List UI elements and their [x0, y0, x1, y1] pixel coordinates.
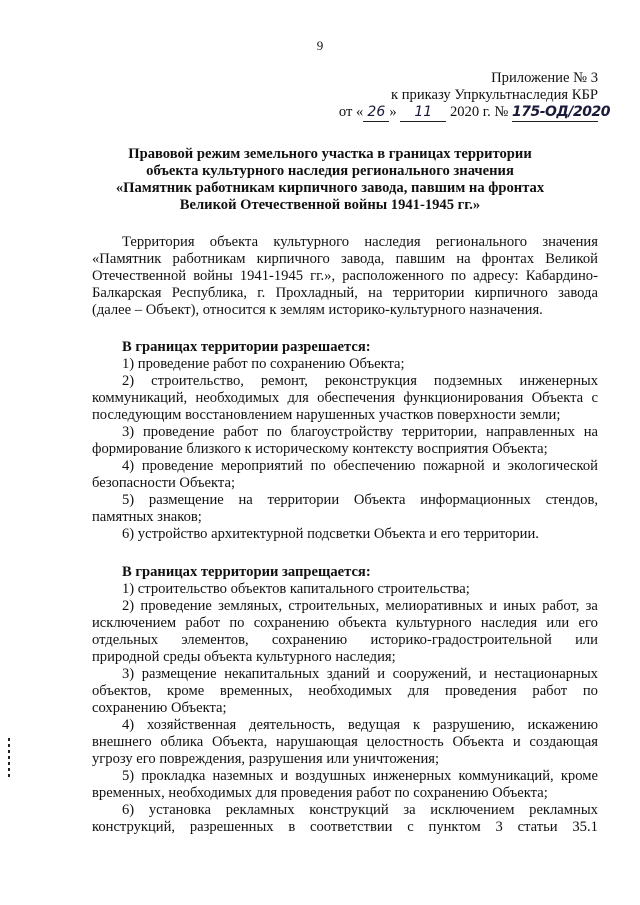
allowed-section — [92, 339, 598, 543]
word: пунктом — [428, 819, 481, 835]
text-line — [92, 285, 598, 302]
word: 1941-1945 — [239, 268, 304, 284]
word: реконструкция — [324, 373, 417, 389]
word: Объекта — [531, 390, 584, 406]
word: исключением — [92, 615, 177, 631]
word: 2) — [122, 373, 135, 389]
word: с — [407, 819, 414, 835]
text-line — [92, 234, 598, 251]
page-number: 9 — [316, 38, 324, 53]
list-item — [92, 458, 598, 475]
word: Объекта — [452, 734, 505, 750]
word: сооружений, — [392, 666, 472, 682]
word: направленных — [486, 424, 575, 440]
word: 3 — [495, 819, 503, 835]
word: размещение — [148, 492, 224, 508]
word: по — [229, 615, 245, 631]
word: соответствии — [310, 819, 393, 835]
word: территории, — [401, 424, 478, 440]
word: создающая — [529, 734, 598, 750]
word: необходимых — [308, 683, 393, 699]
word: территории — [267, 492, 340, 508]
handwritten-order-number: 175-ОД/2020 — [512, 104, 610, 120]
word: мелиоративных — [385, 598, 483, 614]
word: коммуникаций, — [92, 390, 188, 406]
text-line: природной среды объекта культурного наследия; — [92, 649, 396, 665]
allowed-heading: В границах территории разрешается: — [122, 339, 371, 355]
word: по — [266, 424, 282, 440]
text-line: угрозу его повреждения, разрушения или уничтожения; — [92, 751, 440, 767]
word: нарушающая — [276, 734, 358, 750]
appendix-header — [338, 70, 610, 122]
list-item — [92, 717, 598, 734]
word: по — [450, 268, 467, 284]
text-line — [92, 390, 598, 407]
word: за — [585, 598, 598, 614]
word: на — [456, 251, 471, 267]
word: Отечественной — [92, 268, 187, 284]
word: или — [575, 632, 598, 648]
word: и — [512, 734, 521, 750]
word: Объекта — [353, 492, 406, 508]
text-line — [92, 268, 598, 285]
word: гг.», — [310, 268, 336, 284]
word: войны — [193, 268, 233, 284]
word: инженерных — [519, 373, 598, 389]
word: работ — [223, 424, 258, 440]
word: Кабардино- — [525, 268, 598, 284]
word: обеспечения — [317, 390, 396, 406]
text-line — [92, 632, 598, 649]
intro-paragraph — [92, 234, 598, 319]
word: инженерных — [372, 768, 452, 784]
word: Балкарская — [92, 285, 162, 301]
document-title — [60, 146, 600, 214]
scan-margin-mark — [8, 738, 10, 778]
word: конструкций — [309, 802, 389, 818]
word: и — [280, 768, 289, 784]
year-text: 2020 г. № — [449, 104, 509, 120]
word: завода, — [341, 251, 385, 267]
word: «Памятник — [92, 251, 162, 267]
word: расположенного — [342, 268, 444, 284]
text-line — [92, 819, 598, 836]
word: разрешенных — [189, 819, 274, 835]
text-line: формирование близкого к историческому контексту восприятия Объекта; — [92, 441, 548, 457]
text-line — [92, 251, 598, 268]
word: разрушению, — [432, 717, 515, 733]
word: наследия — [480, 615, 538, 631]
word: воздушных — [295, 768, 366, 784]
word: завода — [558, 285, 598, 301]
word: культурного — [273, 234, 350, 250]
word: значения — [542, 234, 598, 250]
word: строительных, — [288, 598, 380, 614]
word: элементов, — [181, 632, 249, 648]
list-item — [92, 802, 598, 819]
word: и — [478, 666, 487, 682]
word: кроме — [560, 768, 598, 784]
date-prefix: от « — [338, 104, 364, 120]
word: проведение — [141, 458, 214, 474]
word: кирпичного — [256, 251, 330, 267]
list-item — [92, 424, 598, 441]
text-line: временных, необходимых для проведения работ по сохранению Объекта; — [92, 785, 548, 801]
word: земляных, — [218, 598, 283, 614]
text-line — [92, 615, 598, 632]
word: 2) — [122, 598, 135, 614]
word: Территория — [122, 234, 195, 250]
word: коммуникаций, — [458, 768, 554, 784]
word: павшим — [395, 251, 446, 267]
appendix-order-ref: к приказу Упркультнаследия КБР — [390, 87, 598, 103]
word: зданий — [326, 666, 370, 682]
word: рекламных — [529, 802, 598, 818]
word: мероприятий — [220, 458, 303, 474]
word: за — [403, 802, 416, 818]
word: для — [407, 683, 430, 699]
word: с — [591, 390, 598, 406]
word: фронтах — [481, 251, 534, 267]
word: установка — [148, 802, 212, 818]
prohibited-section — [92, 564, 598, 836]
word: некапитальных — [224, 666, 320, 682]
word: рекламных — [225, 802, 295, 818]
list-item: 1) строительство объектов капитального строительства; — [122, 581, 470, 597]
list-item — [92, 492, 598, 509]
word: наследия — [364, 234, 421, 250]
word: и — [489, 598, 497, 614]
word: обеспечению — [333, 458, 416, 474]
text-line — [92, 683, 598, 700]
word: стендов, — [545, 492, 598, 508]
word: статьи — [517, 819, 558, 835]
prohibited-heading: В границах территории запрещается: — [122, 564, 371, 580]
word: 4) — [122, 717, 135, 733]
list-item: 1) проведение работ по сохранению Объекта; — [122, 356, 405, 372]
word: необходимых — [195, 390, 280, 406]
word: на — [368, 285, 383, 301]
word: конструкций, — [92, 819, 176, 835]
word: исключением — [430, 802, 515, 818]
word: на — [583, 424, 598, 440]
word: прокладка — [141, 768, 206, 784]
word: внешнего — [92, 734, 152, 750]
title-line: Правовой режим земельного участка в границах территории — [128, 146, 532, 162]
word: проведения — [444, 683, 517, 699]
list-item — [92, 373, 598, 390]
word: на — [238, 492, 253, 508]
list-item — [92, 598, 598, 615]
word: к — [412, 717, 421, 733]
word: пожарной — [423, 458, 485, 474]
title-line: Великой Отечественной войны 1941-1945 гг.» — [179, 197, 481, 213]
title-line: «Памятник работникам кирпичного завода, павшим на фронтах — [115, 180, 545, 196]
handwritten-day: 26 — [363, 104, 389, 122]
text-line — [92, 734, 598, 751]
word: 6) — [122, 802, 135, 818]
word: адресу: — [473, 268, 519, 284]
appendix-date-line — [338, 104, 610, 122]
word: и — [492, 458, 501, 474]
word: отдельных — [92, 632, 159, 648]
text-line: последующим восстановлением нарушенных участков поверхности земли; — [92, 407, 561, 423]
word: работ — [185, 615, 221, 631]
word: Объекта, — [212, 734, 268, 750]
word: 4) — [122, 458, 135, 474]
word: 3) — [122, 666, 135, 682]
word: 3) — [122, 424, 135, 440]
word: 5) — [122, 768, 135, 784]
word: проведение — [142, 424, 215, 440]
word: Республика, — [171, 285, 248, 301]
word: благоустройству — [290, 424, 394, 440]
word: 35.1 — [572, 819, 598, 835]
word: в — [288, 819, 296, 835]
word: объекта — [209, 234, 259, 250]
word: объекта — [338, 615, 387, 631]
word: хозяйственная — [146, 717, 237, 733]
word: кирпичного — [474, 285, 548, 301]
date-mid: » — [389, 104, 397, 120]
word: для — [287, 390, 309, 406]
word: сохранению — [271, 632, 348, 648]
word: по — [582, 683, 598, 699]
text-line: безопасности Объекта; — [92, 475, 236, 491]
appendix-title: Приложение № 3 — [491, 70, 598, 86]
word: работ — [532, 683, 568, 699]
word: функционирования — [403, 390, 524, 406]
word: кроме — [167, 683, 205, 699]
word: строительство, — [151, 373, 244, 389]
word: историко-градостроительной — [370, 632, 552, 648]
list-item — [92, 768, 598, 785]
word: ведущая — [347, 717, 401, 733]
list-item: 6) устройство архитектурной подсветки Объекта и его территории. — [122, 526, 539, 542]
word: Великой — [545, 251, 598, 267]
word: иных — [503, 598, 536, 614]
text-line: памятных знаков; — [92, 509, 202, 525]
word: искажению — [527, 717, 598, 733]
title-line: объекта культурного наследия регионального значения — [146, 163, 514, 179]
word: и — [377, 666, 386, 682]
word: целостность — [366, 734, 444, 750]
word: ремонт, — [260, 373, 308, 389]
word: или — [546, 615, 570, 631]
word: объектов, — [92, 683, 152, 699]
list-item — [92, 666, 598, 683]
word: работникам — [172, 251, 246, 267]
word: сохранению — [253, 615, 329, 631]
word: проведение — [140, 598, 212, 614]
handwritten-month: 11 — [400, 104, 446, 122]
word: нестационарных — [494, 666, 598, 682]
text-line: сохранению Объекта; — [92, 700, 227, 716]
word: его — [578, 615, 598, 631]
word: экологической — [507, 458, 598, 474]
word: 5) — [122, 492, 135, 508]
word: территории — [392, 285, 465, 301]
word: временных, — [219, 683, 293, 699]
word: работ, — [542, 598, 580, 614]
word: Прохладный, — [275, 285, 358, 301]
word: по — [310, 458, 326, 474]
word: деятельность, — [249, 717, 336, 733]
word: регионального — [435, 234, 528, 250]
word: г. — [257, 285, 266, 301]
text-line: (далее – Объект), относится к землям историко-культурного назначения. — [92, 302, 543, 318]
word: размещение — [141, 666, 217, 682]
word: облика — [160, 734, 204, 750]
word: культурного — [395, 615, 472, 631]
word: наземных — [212, 768, 274, 784]
word: информационных — [420, 492, 531, 508]
word: подземных — [433, 373, 503, 389]
